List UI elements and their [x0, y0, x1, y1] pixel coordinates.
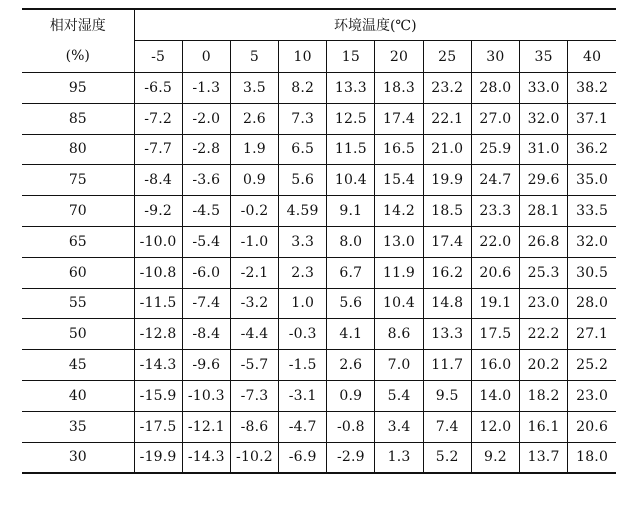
dew-point-cell: 5.4 [375, 380, 423, 411]
dew-point-cell: 11.7 [423, 350, 471, 381]
dew-point-cell: 17.4 [423, 226, 471, 257]
table-row [22, 165, 616, 196]
dew-point-cell: -2.8 [182, 134, 230, 165]
dew-point-cell: -9.2 [134, 196, 182, 227]
dew-point-cell: 14.2 [375, 196, 423, 227]
dew-point-cell: -4.4 [230, 319, 278, 350]
dew-point-cell: 33.5 [568, 196, 616, 227]
dew-point-cell: -1.3 [182, 73, 230, 104]
dew-point-cell: 4.59 [279, 196, 327, 227]
dew-point-cell: 23.3 [471, 196, 519, 227]
dew-point-cell: -3.6 [182, 165, 230, 196]
dew-point-cell: 23.0 [568, 380, 616, 411]
dew-point-cell: -8.4 [134, 165, 182, 196]
dew-point-cell: 29.6 [520, 165, 568, 196]
dew-point-cell: 15.4 [375, 165, 423, 196]
dew-point-cell: 3.3 [279, 226, 327, 257]
dew-point-cell: 22.0 [471, 226, 519, 257]
rh-value-cell: 95 [22, 73, 134, 104]
temperature-column-header: 15 [327, 41, 375, 73]
dew-point-cell: 2.6 [327, 350, 375, 381]
dew-point-cell: 7.0 [375, 350, 423, 381]
rh-value-cell: 55 [22, 288, 134, 319]
dew-point-cell: 8.0 [327, 226, 375, 257]
dew-point-cell: -17.5 [134, 411, 182, 442]
rh-value-cell: 60 [22, 257, 134, 288]
dew-point-cell: 17.4 [375, 103, 423, 134]
rh-value-cell: 65 [22, 226, 134, 257]
dew-point-cell: 6.5 [279, 134, 327, 165]
dew-point-cell: -2.0 [182, 103, 230, 134]
dew-point-cell: -7.2 [134, 103, 182, 134]
dew-point-cell: -8.6 [230, 411, 278, 442]
rh-value-cell: 80 [22, 134, 134, 165]
table-row [22, 134, 616, 165]
dew-point-cell: 1.0 [279, 288, 327, 319]
dew-point-cell: 28.0 [568, 288, 616, 319]
dew-point-cell: 9.1 [327, 196, 375, 227]
dew-point-cell: 35.0 [568, 165, 616, 196]
dew-point-cell: -0.8 [327, 411, 375, 442]
dew-point-cell: 14.8 [423, 288, 471, 319]
temperature-column-header: 10 [279, 41, 327, 73]
rh-value-cell: 30 [22, 442, 134, 473]
dew-point-table [22, 8, 616, 474]
dew-point-cell: -6.5 [134, 73, 182, 104]
dew-point-cell: 5.2 [423, 442, 471, 473]
dew-point-cell: 21.0 [423, 134, 471, 165]
dew-point-cell: 10.4 [327, 165, 375, 196]
dew-point-cell: 18.5 [423, 196, 471, 227]
dew-point-cell: -0.3 [279, 319, 327, 350]
dew-point-cell: -14.3 [182, 442, 230, 473]
dew-point-cell: 32.0 [520, 103, 568, 134]
dew-point-cell: -15.9 [134, 380, 182, 411]
dew-point-cell: 12.0 [471, 411, 519, 442]
table-row [22, 73, 616, 104]
table-row [22, 103, 616, 134]
temperature-header: 环境温度(℃) [134, 9, 616, 41]
dew-point-cell: -8.4 [182, 319, 230, 350]
dew-point-cell: 22.2 [520, 319, 568, 350]
temperature-column-header: -5 [134, 41, 182, 73]
rh-value-cell: 40 [22, 380, 134, 411]
dew-point-cell: 6.7 [327, 257, 375, 288]
dew-point-cell: -5.7 [230, 350, 278, 381]
table-row [22, 380, 616, 411]
dew-point-cell: 18.0 [568, 442, 616, 473]
dew-point-cell: -3.2 [230, 288, 278, 319]
table-row [22, 411, 616, 442]
dew-point-cell: -19.9 [134, 442, 182, 473]
rh-value-cell: 85 [22, 103, 134, 134]
dew-point-cell: 5.6 [279, 165, 327, 196]
dew-point-cell: -12.1 [182, 411, 230, 442]
temperature-column-header: 0 [182, 41, 230, 73]
dew-point-cell: 0.9 [230, 165, 278, 196]
dew-point-cell: -1.5 [279, 350, 327, 381]
dew-point-cell: 27.0 [471, 103, 519, 134]
dew-point-cell: 16.5 [375, 134, 423, 165]
table-row [22, 350, 616, 381]
dew-point-cell: -7.3 [230, 380, 278, 411]
temperature-column-header: 5 [230, 41, 278, 73]
temperature-column-header: 25 [423, 41, 471, 73]
dew-point-cell: 38.2 [568, 73, 616, 104]
dew-point-cell: 1.3 [375, 442, 423, 473]
dew-point-cell: 3.4 [375, 411, 423, 442]
dew-point-cell: 18.3 [375, 73, 423, 104]
dew-point-cell: -10.8 [134, 257, 182, 288]
dew-point-cell: 13.3 [423, 319, 471, 350]
dew-point-cell: 24.7 [471, 165, 519, 196]
rh-value-cell: 35 [22, 411, 134, 442]
dew-point-cell: 13.3 [327, 73, 375, 104]
dew-point-cell: -4.7 [279, 411, 327, 442]
dew-point-cell: -6.9 [279, 442, 327, 473]
dew-point-cell: 0.9 [327, 380, 375, 411]
dew-point-cell: 9.2 [471, 442, 519, 473]
rh-header-unit: (%) [22, 41, 134, 73]
temperature-column-header: 35 [520, 41, 568, 73]
dew-point-cell: 17.5 [471, 319, 519, 350]
dew-point-cell: 5.6 [327, 288, 375, 319]
dew-point-cell: 25.3 [520, 257, 568, 288]
dew-point-cell: 28.1 [520, 196, 568, 227]
dew-point-cell: 36.2 [568, 134, 616, 165]
dew-point-cell: 26.8 [520, 226, 568, 257]
dew-point-cell: 23.0 [520, 288, 568, 319]
rh-value-cell: 50 [22, 319, 134, 350]
dew-point-cell: 3.5 [230, 73, 278, 104]
dew-point-cell: 18.2 [520, 380, 568, 411]
dew-point-cell: 9.5 [423, 380, 471, 411]
dew-point-table-container [22, 8, 616, 474]
dew-point-cell: 8.6 [375, 319, 423, 350]
dew-point-cell: -3.1 [279, 380, 327, 411]
dew-point-cell: -9.6 [182, 350, 230, 381]
dew-point-cell: -1.0 [230, 226, 278, 257]
dew-point-cell: 14.0 [471, 380, 519, 411]
dew-point-cell: -11.5 [134, 288, 182, 319]
table-row [22, 288, 616, 319]
dew-point-cell: 19.9 [423, 165, 471, 196]
table-row [22, 442, 616, 473]
dew-point-cell: 1.9 [230, 134, 278, 165]
temperature-column-header: 40 [568, 41, 616, 73]
dew-point-cell: 16.1 [520, 411, 568, 442]
dew-point-cell: 22.1 [423, 103, 471, 134]
rh-value-cell: 75 [22, 165, 134, 196]
dew-point-cell: 23.2 [423, 73, 471, 104]
dew-point-cell: -6.0 [182, 257, 230, 288]
dew-point-cell: 4.1 [327, 319, 375, 350]
dew-point-cell: 37.1 [568, 103, 616, 134]
dew-point-cell: 33.0 [520, 73, 568, 104]
dew-point-cell: 19.1 [471, 288, 519, 319]
dew-point-cell: -10.0 [134, 226, 182, 257]
rh-header-label: 相对湿度 [49, 18, 106, 35]
header-row-1 [22, 9, 616, 41]
dew-point-cell: 2.6 [230, 103, 278, 134]
dew-point-cell: 25.2 [568, 350, 616, 381]
dew-point-cell: 2.3 [279, 257, 327, 288]
dew-point-cell: 20.2 [520, 350, 568, 381]
dew-point-cell: 7.3 [279, 103, 327, 134]
dew-point-cell: -4.5 [182, 196, 230, 227]
dew-point-cell: -10.3 [182, 380, 230, 411]
dew-point-cell: -0.2 [230, 196, 278, 227]
dew-point-cell: 13.7 [520, 442, 568, 473]
header-row-2 [22, 41, 616, 73]
dew-point-cell: 10.4 [375, 288, 423, 319]
rh-value-cell: 70 [22, 196, 134, 227]
dew-point-cell: -2.1 [230, 257, 278, 288]
dew-point-cell: 27.1 [568, 319, 616, 350]
temperature-column-header: 20 [375, 41, 423, 73]
dew-point-cell: 28.0 [471, 73, 519, 104]
dew-point-cell: 13.0 [375, 226, 423, 257]
dew-point-cell: 7.4 [423, 411, 471, 442]
table-row [22, 257, 616, 288]
dew-point-cell: 20.6 [568, 411, 616, 442]
dew-point-cell: 11.9 [375, 257, 423, 288]
dew-point-cell: -14.3 [134, 350, 182, 381]
dew-point-cell: 11.5 [327, 134, 375, 165]
table-row [22, 226, 616, 257]
dew-point-cell: -12.8 [134, 319, 182, 350]
dew-point-cell: 12.5 [327, 103, 375, 134]
dew-point-cell: 16.0 [471, 350, 519, 381]
dew-point-cell: 31.0 [520, 134, 568, 165]
rh-value-cell: 45 [22, 350, 134, 381]
table-body [22, 73, 616, 474]
table-row [22, 319, 616, 350]
dew-point-cell: 30.5 [568, 257, 616, 288]
table-row [22, 196, 616, 227]
dew-point-cell: 8.2 [279, 73, 327, 104]
dew-point-cell: 20.6 [471, 257, 519, 288]
dew-point-cell: -10.2 [230, 442, 278, 473]
dew-point-cell: 25.9 [471, 134, 519, 165]
dew-point-cell: 16.2 [423, 257, 471, 288]
dew-point-cell: 32.0 [568, 226, 616, 257]
temperature-column-header: 30 [471, 41, 519, 73]
dew-point-cell: -7.7 [134, 134, 182, 165]
dew-point-cell: -2.9 [327, 442, 375, 473]
dew-point-cell: -7.4 [182, 288, 230, 319]
dew-point-cell: -5.4 [182, 226, 230, 257]
